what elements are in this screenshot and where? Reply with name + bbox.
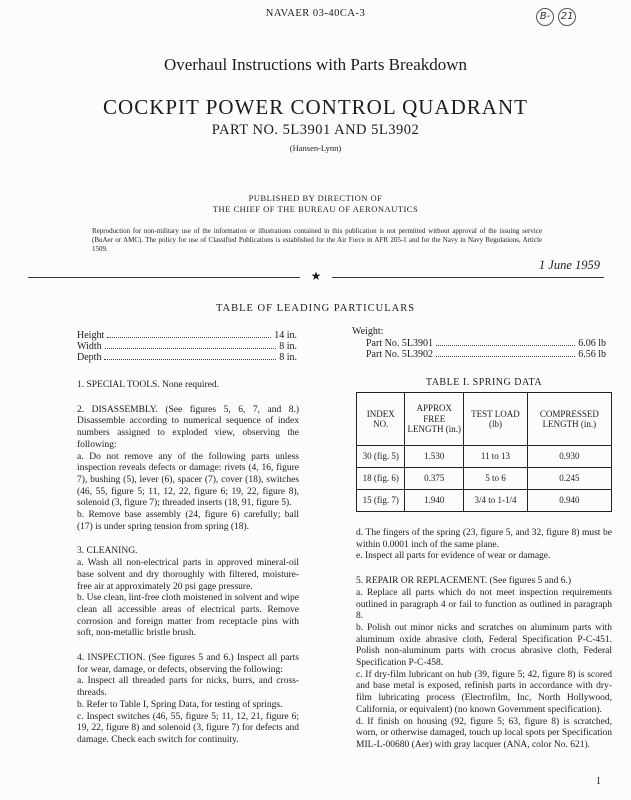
divider-left — [28, 277, 300, 278]
table-cell: 11 to 13 — [464, 446, 528, 468]
table-cell: 5 to 6 — [464, 468, 528, 490]
document-title: Overhaul Instructions with Parts Breakdown — [163, 55, 468, 74]
handwritten-note: B- — [536, 8, 554, 26]
cleaning-step-a: a. Wash all non-electrical parts in approved mineral-oil base solvent and dry thoroughly with filtered, moisture-free air at approximately 20 psi gage pressure. — [77, 558, 299, 592]
reproduction-note: Reproduction for non-military use of the information or illustrations contained in this publication is not permitted without approval of the issuing service (BuAer or AMC). The policy for use of Classified Publications is established for the Air Force in AFR 205-1 and for the Navy in Navy Regulations, Article 1509. — [92, 227, 542, 253]
cleaning-step-b: b. Use clean, lint-free cloth moistened in solvent and wipe clean all accessible areas of electrical parts. Remove corrosion and foreign matter from receptacle pins with soft, non-metallic bristle brush. — [77, 593, 299, 639]
inspection-step-a: a. Inspect all threaded parts for nicks, burrs, and cross-threads. — [77, 676, 299, 699]
equipment-name: COCKPIT POWER CONTROL QUADRANT — [103, 95, 528, 119]
table-cell: 0.940 — [527, 490, 611, 512]
table-cell: 3/4 to 1-1/4 — [464, 490, 528, 512]
table-cell: 30 (fig. 5) — [357, 446, 405, 468]
right-column-text — [356, 528, 612, 752]
left-column-text — [77, 380, 299, 747]
special-tools-section: 1. SPECIAL TOOLS. None required. — [77, 380, 220, 390]
leading-particulars-title: TABLE OF LEADING PARTICULARS — [215, 303, 416, 314]
cleaning-heading: 3. CLEANING. — [77, 546, 138, 557]
table-cell: 0.930 — [527, 446, 611, 468]
inspection-step-e: e. Inspect all parts for evidence of wear or damage. — [356, 551, 551, 562]
particular-row: Width 8 in. — [77, 341, 297, 352]
page-number: 1 — [596, 776, 601, 787]
repair-step-b: b. Polish out minor nicks and scratches on aluminum parts with aluminum oxide abrasive cloth, Federal Specification P-C-451. Polish non-aluminum parts with crocus abrasive cloth, Federal Specification P-C-458. — [356, 622, 612, 669]
table-header-row — [357, 393, 612, 446]
particular-row: Part No. 5L3902 6.56 lb — [366, 349, 606, 360]
table-cell: 0.245 — [527, 468, 611, 490]
table-cell: 15 (fig. 7) — [357, 490, 405, 512]
table-cell: 1.530 — [405, 446, 464, 468]
particular-row: Part No. 5L3901 6.06 lb — [366, 338, 606, 349]
weight-label: Weight: — [352, 326, 384, 337]
inspection-step-b: b. Refer to Table I, Spring Data, for testing of springs. — [77, 699, 283, 710]
repair-step-a: a. Replace all parts which do not meet inspection requirements outlined in paragraph 4 or fail to function as outlined in paragraph 8. — [356, 587, 612, 622]
table-cell: 18 (fig. 6) — [357, 468, 405, 490]
inspection-step-d: d. The fingers of the spring (23, figure 5, and 32, figure 8) must be within 0.0001 inch of the same plane. — [356, 528, 612, 550]
publication-date: 1 June 1959 — [538, 258, 600, 272]
disassembly-step-a: a. Do not remove any of the following parts unless inspection reveals defects or damage: rivets (4, 16, figure 7), bushing (5), lever (6), spacer (7), cover (18), switches (46, 55, figure 5; 11, 12, 22, figure 6; 19, 22, figure 8), solenoid (3, figure 7); threaded inserts (18, 91, figure 5). — [77, 451, 299, 509]
column-header: APPROX FREE LENGTH (in.) — [405, 393, 464, 446]
column-header: COMPRESSED LENGTH (in.) — [527, 393, 611, 446]
column-header: TEST LOAD (lb) — [464, 393, 528, 446]
divider-right — [332, 277, 604, 278]
inspection-step-c: c. Inspect switches (46, 55, figure 5; 11, 12, 21, figure 6; 19, 22, figure 8) and solenoid (3, figure 7) for defects and damage. Check each switch for continuity. — [77, 711, 299, 745]
repair-step-d: d. If finish on housing (92, figure 5; 63, figure 8) is scratched, worn, or otherwise damaged, touch up local spots per Specification MIL-L-00680 (Aer) with gray lacquer (ANA, color No. 621). — [356, 716, 612, 750]
table-cell: 1.940 — [405, 490, 464, 512]
table-row — [357, 468, 612, 490]
inspection-intro: 4. INSPECTION. (See figures 5 and 6.) Inspect all parts for wear, damage, or defects, observing the following: — [77, 653, 299, 675]
disassembly-intro: 2. DISASSEMBLY. (See figures 5, 6, 7, and 8.) Disassemble according to numerical sequence of index numbers assigned to exploded view, observing the following: — [77, 404, 299, 450]
manufacturer: (Hansen-Lynn) — [289, 143, 342, 153]
particular-row: Height 14 in. — [77, 330, 297, 341]
repair-step-c: c. If dry-film lubricant on hub (39, figure 5; 42, figure 8) is scored and base metal is exposed, refinish parts in accordance with dry-film lubricating process (Electrofilm, Inc, North Hollywood, California, or equivalent) (no known Government specification). — [356, 669, 612, 715]
document-number: NAVAER 03-40CA-3 — [265, 8, 366, 19]
spring-table-title: TABLE I. SPRING DATA — [425, 377, 543, 388]
published-by: PUBLISHED BY DIRECTION OF — [248, 193, 383, 203]
repair-intro: 5. REPAIR OR REPLACEMENT. (See figures 5 and 6.) — [356, 576, 572, 587]
table-cell: 0.375 — [405, 468, 464, 490]
disassembly-step-b: b. Remove base assembly (24, figure 6) carefully; ball (17) is under spring tension from spring (18). — [77, 510, 299, 532]
part-numbers: PART NO. 5L3901 AND 5L3902 — [211, 122, 420, 138]
handwritten-annotation — [536, 8, 608, 26]
weights-list — [366, 338, 606, 360]
table-row — [357, 446, 612, 468]
handwritten-circled-number: 21 — [558, 8, 576, 26]
particular-row: Depth 8 in. — [77, 352, 297, 363]
spring-data-table — [356, 392, 612, 512]
publisher-authority: THE CHIEF OF THE BUREAU OF AERONAUTICS — [212, 204, 419, 214]
dimensions-list — [77, 330, 297, 363]
table-row — [357, 490, 612, 512]
column-header: INDEX NO. — [357, 393, 405, 446]
star-ornament: ★ — [310, 269, 322, 283]
